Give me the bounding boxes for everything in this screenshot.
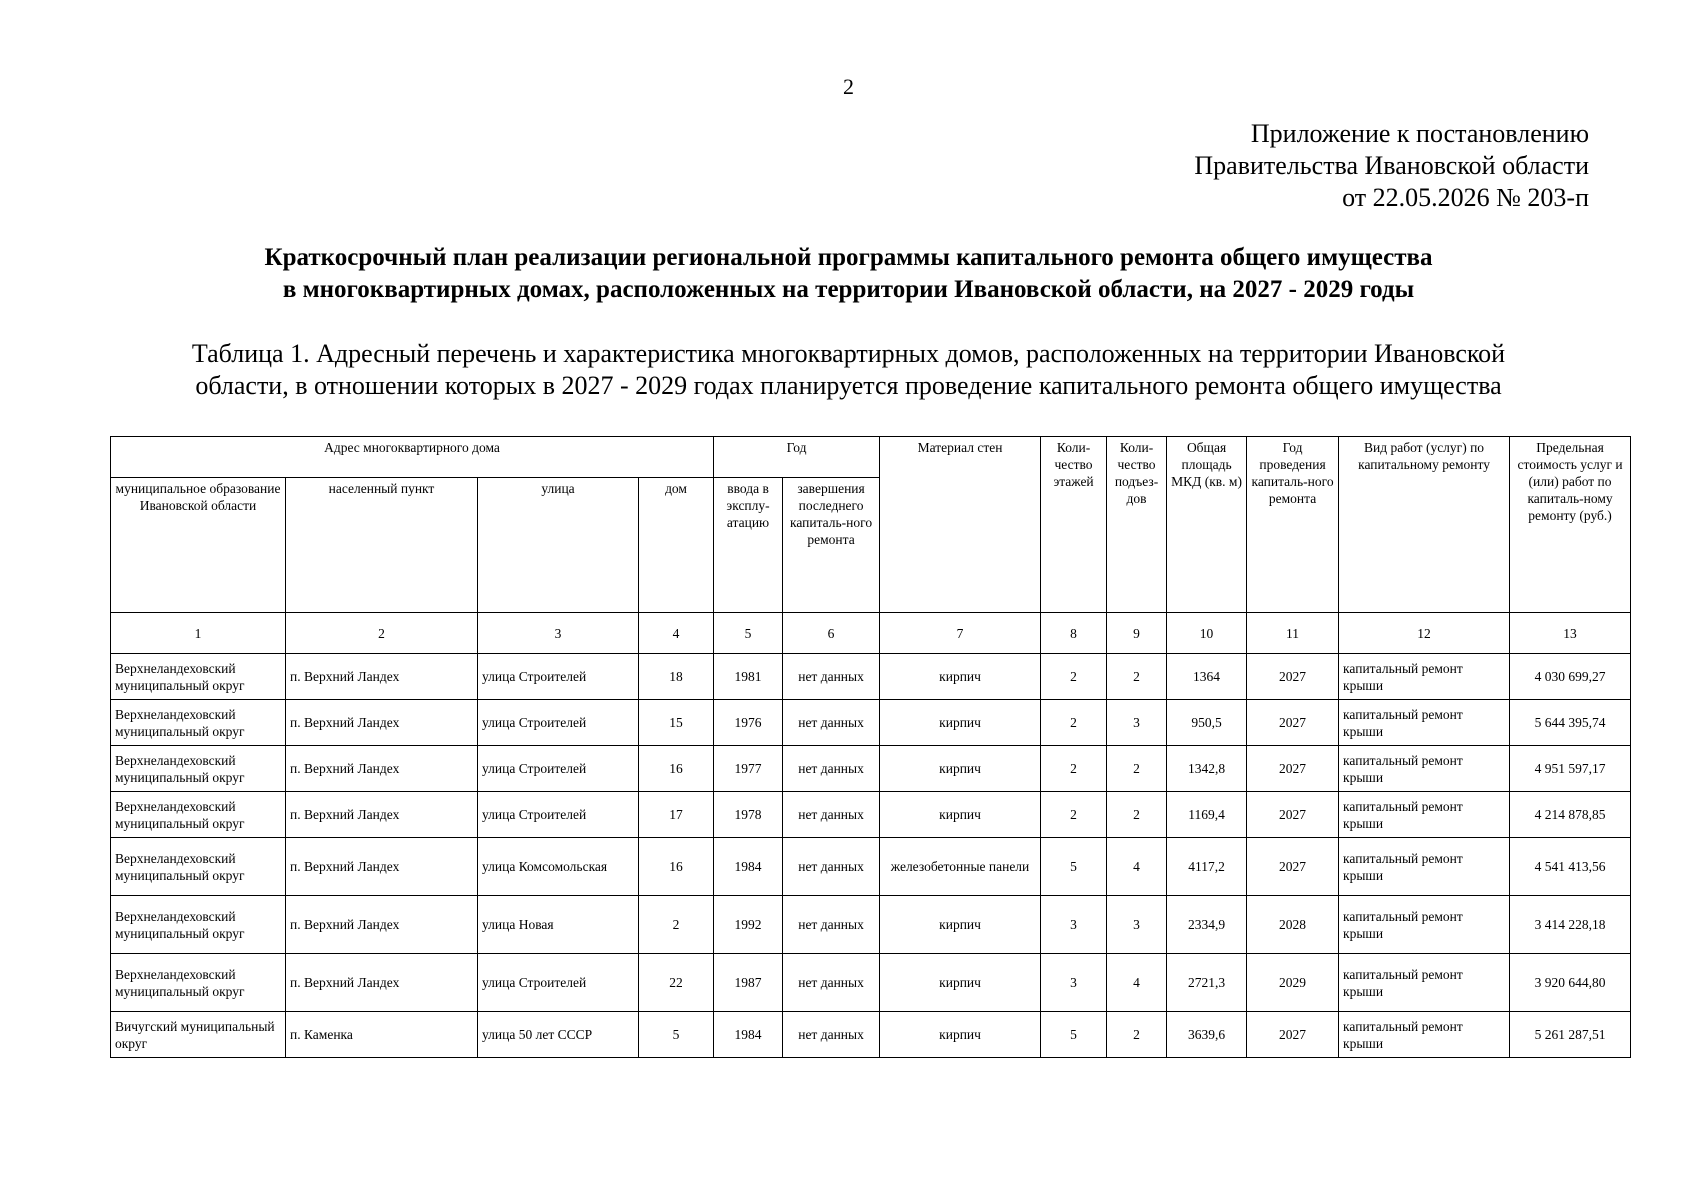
column-number: 12 [1339, 613, 1510, 654]
cell-area: 4117,2 [1167, 838, 1247, 896]
cell-year-last-repair: нет данных [783, 792, 880, 838]
cell-floors: 5 [1041, 1012, 1107, 1058]
appendix-line-2: Правительства Ивановской области [1194, 151, 1589, 180]
header-year-last-repair: завершения последнего капиталь-ного ремонта [783, 478, 880, 613]
header-street: улица [478, 478, 639, 613]
cell-street: улица 50 лет СССР [478, 1012, 639, 1058]
column-number: 1 [111, 613, 286, 654]
table-row [111, 954, 1631, 1012]
cell-floors: 2 [1041, 746, 1107, 792]
cell-house: 16 [639, 838, 714, 896]
cell-entrances: 3 [1107, 700, 1167, 746]
caption-line-1: Таблица 1. Адресный перечень и характеристика многоквартирных домов, расположенных на территории Ивановской [191, 339, 1506, 368]
cell-repair-year: 2027 [1247, 1012, 1339, 1058]
cell-repair-year: 2027 [1247, 654, 1339, 700]
column-number: 4 [639, 613, 714, 654]
cell-area: 2721,3 [1167, 954, 1247, 1012]
cell-house: 18 [639, 654, 714, 700]
table-row [111, 838, 1631, 896]
cell-street: улица Комсомольская [478, 838, 639, 896]
cell-repair-year: 2027 [1247, 746, 1339, 792]
cell-wall-material: кирпич [880, 1012, 1041, 1058]
cell-year-commissioned: 1984 [714, 838, 783, 896]
column-number: 5 [714, 613, 783, 654]
cell-municipality: Верхнеландеховский муниципальный округ [111, 654, 286, 700]
cell-wall-material: кирпич [880, 792, 1041, 838]
table-row [111, 1012, 1631, 1058]
cell-floors: 3 [1041, 896, 1107, 954]
cell-max-cost: 5 261 287,51 [1510, 1012, 1631, 1058]
cell-entrances: 3 [1107, 896, 1167, 954]
cell-area: 1364 [1167, 654, 1247, 700]
cell-wall-material: кирпич [880, 954, 1041, 1012]
title-line-2: в многоквартирных домах, расположенных на территории Ивановской области, на 2027 - 2029 годы [282, 276, 1415, 303]
cell-work-type: капитальный ремонт крыши [1339, 896, 1510, 954]
cell-work-type: капитальный ремонт крыши [1339, 746, 1510, 792]
column-number: 2 [286, 613, 478, 654]
cell-repair-year: 2028 [1247, 896, 1339, 954]
cell-max-cost: 3 920 644,80 [1510, 954, 1631, 1012]
cell-house: 5 [639, 1012, 714, 1058]
cell-max-cost: 4 214 878,85 [1510, 792, 1631, 838]
cell-municipality: Верхнеландеховский муниципальный округ [111, 746, 286, 792]
cell-year-commissioned: 1981 [714, 654, 783, 700]
header-max-cost: Предельная стоимость услуг и (или) работ по капиталь-ному ремонту (руб.) [1510, 437, 1631, 613]
cell-year-last-repair: нет данных [783, 838, 880, 896]
cell-entrances: 2 [1107, 746, 1167, 792]
cell-house: 15 [639, 700, 714, 746]
cell-municipality: Верхнеландеховский муниципальный округ [111, 896, 286, 954]
cell-max-cost: 4 541 413,56 [1510, 838, 1631, 896]
header-municipality: муниципальное образование Ивановской области [111, 478, 286, 613]
cell-year-last-repair: нет данных [783, 954, 880, 1012]
cell-year-commissioned: 1987 [714, 954, 783, 1012]
header-year-group: Год [714, 437, 880, 478]
header-entrances: Коли-чество подъез-дов [1107, 437, 1167, 613]
cell-year-last-repair: нет данных [783, 746, 880, 792]
cell-municipality: Верхнеландеховский муниципальный округ [111, 700, 286, 746]
cell-locality: п. Верхний Ландех [286, 746, 478, 792]
header-address-group: Адрес многоквартирного дома [111, 437, 714, 478]
cell-work-type: капитальный ремонт крыши [1339, 654, 1510, 700]
appendix-note [1194, 118, 1589, 214]
header-locality: населенный пункт [286, 478, 478, 613]
cell-year-commissioned: 1992 [714, 896, 783, 954]
cell-repair-year: 2027 [1247, 838, 1339, 896]
cell-locality: п. Верхний Ландех [286, 700, 478, 746]
cell-house: 2 [639, 896, 714, 954]
cell-locality: п. Верхний Ландех [286, 792, 478, 838]
cell-work-type: капитальный ремонт крыши [1339, 838, 1510, 896]
cell-house: 22 [639, 954, 714, 1012]
column-number: 9 [1107, 613, 1167, 654]
cell-max-cost: 5 644 395,74 [1510, 700, 1631, 746]
cell-area: 2334,9 [1167, 896, 1247, 954]
header-year-commissioned: ввода в эксплу-атацию [714, 478, 783, 613]
cell-area: 950,5 [1167, 700, 1247, 746]
houses-table [110, 436, 1631, 1058]
cell-floors: 5 [1041, 838, 1107, 896]
cell-year-last-repair: нет данных [783, 700, 880, 746]
cell-repair-year: 2027 [1247, 700, 1339, 746]
cell-locality: п. Каменка [286, 1012, 478, 1058]
cell-year-last-repair: нет данных [783, 654, 880, 700]
cell-street: улица Строителей [478, 700, 639, 746]
column-number: 11 [1247, 613, 1339, 654]
page-number: 2 [843, 74, 854, 99]
cell-locality: п. Верхний Ландех [286, 896, 478, 954]
header-wall-material: Материал стен [880, 437, 1041, 613]
cell-max-cost: 4 030 699,27 [1510, 654, 1631, 700]
cell-year-commissioned: 1978 [714, 792, 783, 838]
cell-work-type: капитальный ремонт крыши [1339, 792, 1510, 838]
cell-year-commissioned: 1977 [714, 746, 783, 792]
cell-repair-year: 2029 [1247, 954, 1339, 1012]
cell-max-cost: 3 414 228,18 [1510, 896, 1631, 954]
cell-work-type: капитальный ремонт крыши [1339, 954, 1510, 1012]
table-row [111, 792, 1631, 838]
header-area: Общая площадь МКД (кв. м) [1167, 437, 1247, 613]
cell-municipality: Верхнеландеховский муниципальный округ [111, 954, 286, 1012]
document-title [0, 242, 1697, 306]
table-body [111, 654, 1631, 1058]
title-line-1: Краткосрочный план реализации региональной программы капитального ремонта общего имущества [264, 244, 1433, 271]
cell-street: улица Строителей [478, 954, 639, 1012]
cell-work-type: капитальный ремонт крыши [1339, 700, 1510, 746]
column-number: 6 [783, 613, 880, 654]
cell-work-type: капитальный ремонт крыши [1339, 1012, 1510, 1058]
cell-year-last-repair: нет данных [783, 896, 880, 954]
cell-house: 16 [639, 746, 714, 792]
cell-entrances: 2 [1107, 1012, 1167, 1058]
cell-municipality: Верхнеландеховский муниципальный округ [111, 792, 286, 838]
cell-wall-material: кирпич [880, 896, 1041, 954]
column-number: 8 [1041, 613, 1107, 654]
cell-house: 17 [639, 792, 714, 838]
header-repair-year: Год проведения капиталь-ного ремонта [1247, 437, 1339, 613]
cell-area: 3639,6 [1167, 1012, 1247, 1058]
cell-street: улица Строителей [478, 746, 639, 792]
cell-repair-year: 2027 [1247, 792, 1339, 838]
cell-year-last-repair: нет данных [783, 1012, 880, 1058]
column-number: 3 [478, 613, 639, 654]
cell-year-commissioned: 1984 [714, 1012, 783, 1058]
table-row [111, 654, 1631, 700]
caption-line-2: области, в отношении которых в 2027 - 2029 годах планируется проведение капитального ремонта общего имущества [195, 371, 1502, 400]
cell-wall-material: кирпич [880, 700, 1041, 746]
table-row [111, 746, 1631, 792]
cell-floors: 2 [1041, 792, 1107, 838]
cell-floors: 2 [1041, 700, 1107, 746]
column-number: 10 [1167, 613, 1247, 654]
table-row [111, 700, 1631, 746]
cell-street: улица Строителей [478, 792, 639, 838]
cell-locality: п. Верхний Ландех [286, 838, 478, 896]
cell-area: 1169,4 [1167, 792, 1247, 838]
cell-year-commissioned: 1976 [714, 700, 783, 746]
header-floors: Коли-чество этажей [1041, 437, 1107, 613]
column-numbers-row [111, 613, 1631, 654]
column-number: 7 [880, 613, 1041, 654]
cell-wall-material: железобетонные панели [880, 838, 1041, 896]
cell-entrances: 2 [1107, 792, 1167, 838]
cell-municipality: Вичугский муниципальный округ [111, 1012, 286, 1058]
header-work-type: Вид работ (услуг) по капитальному ремонту [1339, 437, 1510, 613]
cell-municipality: Верхнеландеховский муниципальный округ [111, 838, 286, 896]
header-row-groups [111, 437, 1631, 478]
cell-locality: п. Верхний Ландех [286, 954, 478, 1012]
cell-wall-material: кирпич [880, 746, 1041, 792]
cell-street: улица Строителей [478, 654, 639, 700]
cell-entrances: 4 [1107, 838, 1167, 896]
cell-wall-material: кирпич [880, 654, 1041, 700]
table-row [111, 896, 1631, 954]
column-number: 13 [1510, 613, 1631, 654]
cell-floors: 3 [1041, 954, 1107, 1012]
cell-area: 1342,8 [1167, 746, 1247, 792]
header-house: дом [639, 478, 714, 613]
cell-locality: п. Верхний Ландех [286, 654, 478, 700]
table-caption [0, 338, 1697, 402]
cell-floors: 2 [1041, 654, 1107, 700]
appendix-line-3: от 22.05.2026 № 203-п [1342, 183, 1589, 212]
cell-max-cost: 4 951 597,17 [1510, 746, 1631, 792]
appendix-line-1: Приложение к постановлению [1250, 119, 1589, 148]
cell-entrances: 2 [1107, 654, 1167, 700]
cell-street: улица Новая [478, 896, 639, 954]
cell-entrances: 4 [1107, 954, 1167, 1012]
